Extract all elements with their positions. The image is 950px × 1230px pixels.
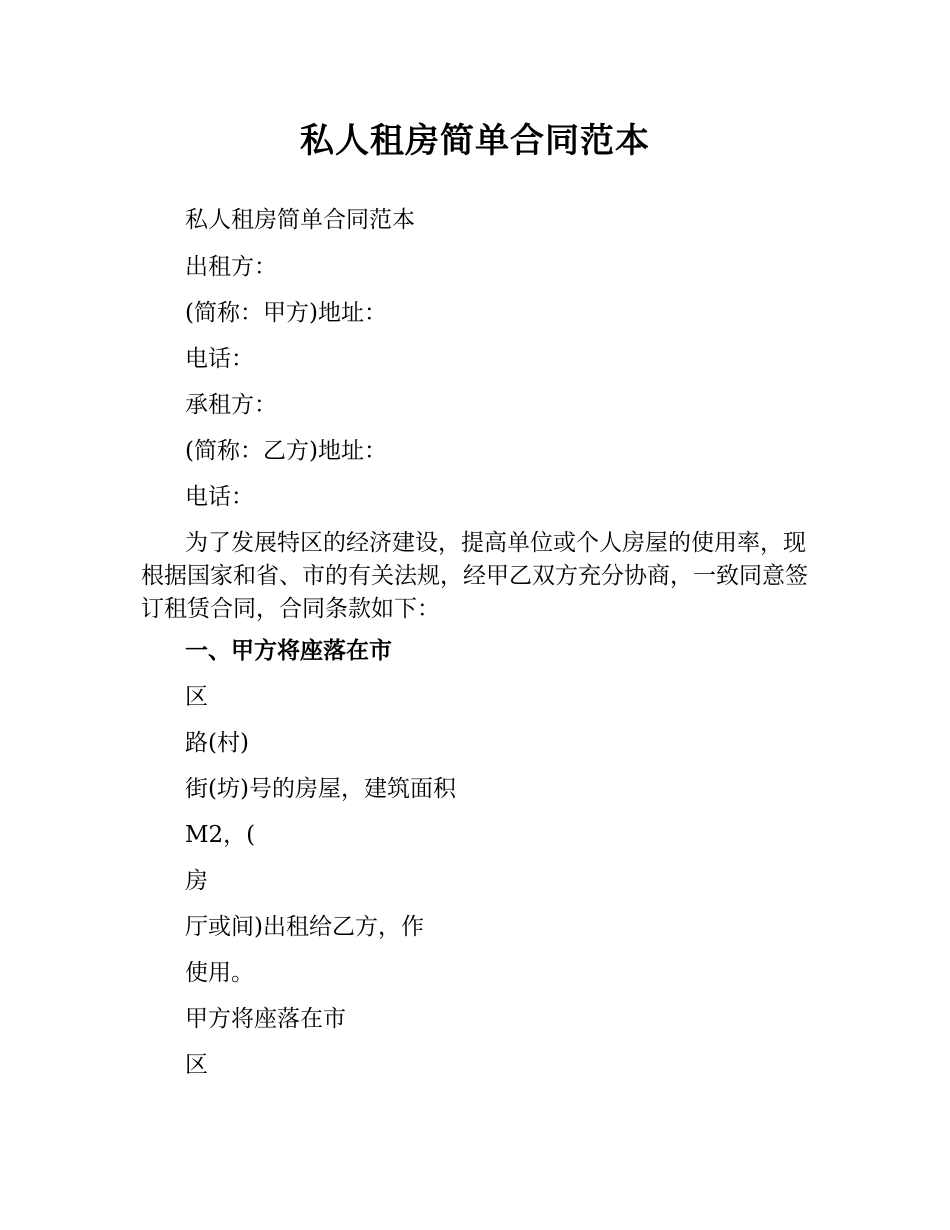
clause-line: 区 <box>185 1052 208 1078</box>
lessee-address-label: (简称：乙方)地址： <box>185 438 387 464</box>
clause-line: 房 <box>185 868 208 894</box>
lessor-phone-label: 电话： <box>185 346 254 372</box>
clause-line: 厅或间)出租给乙方，作 <box>185 914 424 940</box>
lessee-label: 承租方： <box>185 392 277 418</box>
lessee-phone-label: 电话： <box>185 484 254 510</box>
clause-line: 街(坊)号的房屋，建筑面积 <box>185 776 456 802</box>
clause-line: 路(村) <box>185 730 249 756</box>
lessor-label: 出租方： <box>185 254 277 280</box>
document-subtitle: 私人租房简单合同范本 <box>185 207 415 233</box>
clause-line: 甲方将座落在市 <box>185 1006 346 1032</box>
clause-line: M2，( <box>185 822 256 848</box>
lessor-address-label: (简称：甲方)地址： <box>185 300 387 326</box>
clause-1-heading: 一、甲方将座落在市 <box>185 638 392 664</box>
clause-line: 使用。 <box>185 960 254 986</box>
intro-paragraph: 为了发展特区的经济建设，提高单位或个人房屋的使用率，现根据国家和省、市的有关法规，经甲乙双方充分协商，一致同意签订租赁合同，合同条款如下： <box>141 530 808 622</box>
document-title: 私人租房简单合同范本 <box>300 121 650 161</box>
clause-line: 区 <box>185 684 208 710</box>
